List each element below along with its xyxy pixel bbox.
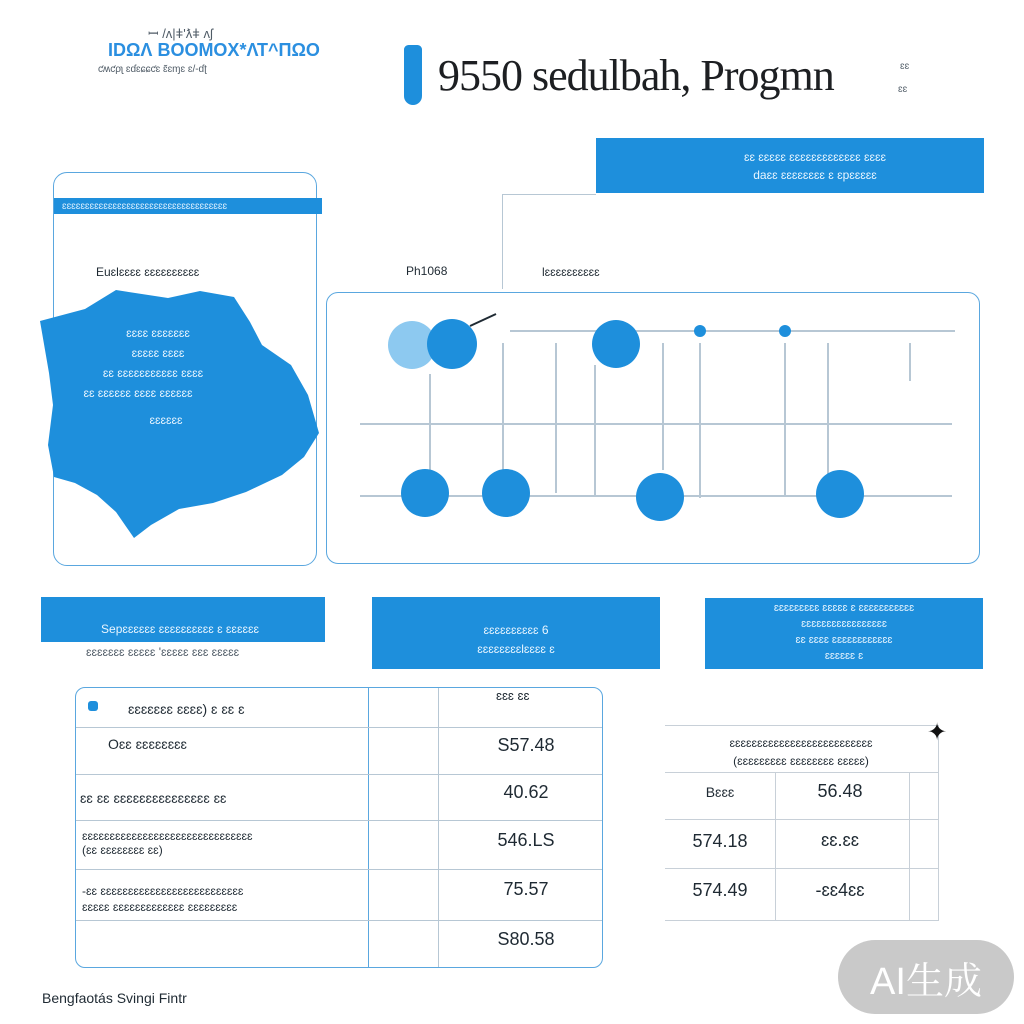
table-row-value: 40.62 <box>503 782 549 802</box>
table-row-label: Oɛɛ ɛɛɛɛɛɛɛɛ <box>108 736 187 752</box>
table-row-value: S57.48 <box>497 735 555 755</box>
map-panel-label: Euɛlɛɛɛɛ ɛɛɛɛɛɛɛɛɛɛ <box>96 265 200 279</box>
map-line-4: ɛɛ ɛɛɛɛɛɛ ɛɛɛɛ ɛɛɛɛɛɛ <box>83 386 193 400</box>
cost-table <box>75 687 603 968</box>
map-line-2: ɛɛɛɛɛ ɛɛɛɛ <box>131 346 185 360</box>
table-row-divider <box>76 920 602 921</box>
comparison-table <box>665 725 939 921</box>
comparison-divider <box>665 772 938 773</box>
table-row-divider <box>76 869 602 870</box>
top-left-caption-line1: ꟷ /ʌ|ǂ'ƛǂ ʌʃ <box>148 26 213 41</box>
table-divider-vertical-1 <box>368 688 369 967</box>
flow-label-right: lɛɛɛɛɛɛɛɛɛɛ <box>542 265 600 279</box>
table-divider-vertical-2 <box>438 688 439 967</box>
table-row-label: -ɛɛ ɛɛɛɛɛɛɛɛɛɛɛɛɛɛɛɛɛɛɛɛɛɛɛɛɛɛ ɛɛɛɛɛ ɛɛɛɛɛɛɛɛɛɛɛɛɛ ɛɛɛɛɛɛɛɛɛ <box>82 884 244 914</box>
table-row-divider <box>76 727 602 728</box>
comparison-divider <box>665 868 938 869</box>
map-line-1: ɛɛɛɛ ɛɛɛɛɛɛɛ <box>126 326 190 340</box>
top-right-banner-line1: ɛɛ ɛɛɛɛɛ ɛɛɛɛɛɛɛɛɛɛɛɛɛ ɛɛɛɛ <box>743 150 887 164</box>
flow-label-left: Ph1068 <box>406 264 448 278</box>
table-row-divider <box>76 774 602 775</box>
flow-diagram <box>340 300 980 550</box>
comparison-cell-b: 56.48 <box>817 781 863 801</box>
comparison-divider <box>665 819 938 820</box>
top-left-caption-line3: ƈʍƈρʅ ɛɗɛɕɕƈɛ ɛ̃ɛɱɛ ɛ/-ɗʈ <box>98 64 207 75</box>
top-right-banner-line2: daɛɛ ɛɛɛɛɛɛɛɛ ɛ ɛpɛɛɛɛɛ <box>753 168 877 182</box>
page-title: 9550 sedulbah, Progmn <box>438 51 834 100</box>
title-mark-1: ɛɛ <box>900 61 910 72</box>
comparison-cell-a: 574.49 <box>692 880 748 900</box>
map-panel-header-text: ɛɛɛɛɛɛɛɛɛɛɛɛɛɛɛɛɛɛɛɛɛɛɛɛɛɛɛɛɛɛɛɛɛɛɛɛ <box>62 201 228 212</box>
info-card-caption: ɛɛɛɛɛɛɛ ɛɛɛɛɛ 'ɛɛɛɛɛ ɛɛɛ ɛɛɛɛɛ <box>86 645 240 659</box>
comparison-divider-vertical <box>909 772 910 920</box>
table-row-label: ɛɛɛɛɛɛɛɛɛɛɛɛɛɛɛɛɛɛɛɛɛɛɛɛɛɛɛɛɛɛɛ (ɛɛ ɛɛɛɛɛɛɛɛ ɛɛ) <box>82 829 253 858</box>
cursor-icon: ✦ <box>927 719 948 746</box>
table-row-value: S80.58 <box>497 929 555 949</box>
flow-top-horizontal <box>502 194 596 195</box>
comparison-divider-vertical <box>775 772 776 920</box>
footer-left-caption: Bengfaotás Svingi Fintr <box>42 990 187 1006</box>
table-row-label: ɛɛ ɛɛ ɛɛɛɛɛɛɛɛɛɛɛɛɛɛɛ ɛɛ <box>80 790 227 806</box>
comparison-cell-b: -ɛɛ4ɛɛ <box>815 880 865 900</box>
title-accent-icon <box>404 45 422 105</box>
info-card-3-text: ɛɛɛɛɛɛɛɛɛ ɛɛɛɛɛ ɛ ɛɛɛɛɛɛɛɛɛɛɛ ɛɛɛɛɛɛɛɛɛɛɛɛɛɛɛɛɛ ɛɛ ɛɛɛɛ ɛɛɛɛɛɛɛɛɛɛɛɛ ɛɛɛɛɛɛ ɛ <box>773 602 915 662</box>
map-line-5: ɛɛɛɛɛɛ <box>149 413 183 427</box>
table-row-value: 546.LS <box>497 830 555 850</box>
comparison-cell-a: 574.18 <box>692 831 748 851</box>
comparison-cell-a: Bɛɛɛ <box>705 784 735 800</box>
top-left-caption-line2: IDΩΛ ΒΟΟΜΟΧ*ΛΤ^ΠΩΟ <box>108 40 320 60</box>
comparison-header: ɛɛɛɛɛɛɛɛɛɛɛɛɛɛɛɛɛɛɛɛɛɛɛɛɛɛ (ɛɛɛɛɛɛɛɛɛ ɛɛɛɛɛɛɛɛ ɛɛɛɛɛ) <box>729 736 873 768</box>
flow-left-vertical <box>502 194 503 289</box>
info-card-2-text: ɛɛɛɛɛɛɛɛɛɛ 6 ɛɛɛɛɛɛɛɛlɛɛɛɛ ɛ <box>477 623 555 657</box>
table-header-icon <box>88 701 98 711</box>
ai-generated-badge: AI生成 <box>838 940 1014 1014</box>
table-row-value: 75.57 <box>503 879 549 899</box>
table-row-divider <box>76 820 602 821</box>
info-card-1-text: Sepɛɛɛɛɛɛ ɛɛɛɛɛɛɛɛɛɛ ɛ ɛɛɛɛɛɛ <box>101 622 259 636</box>
map-line-3: ɛɛ ɛɛɛɛɛɛɛɛɛɛɛ ɛɛɛɛ <box>102 366 204 380</box>
table-header-value: ɛɛɛ ɛɛ <box>496 688 530 703</box>
title-mark-2: ɛɛ <box>898 84 908 95</box>
table-header-label: ɛɛɛɛɛɛɛ ɛɛɛɛ) ɛ ɛɛ ɛ <box>128 701 245 717</box>
comparison-cell-b: ɛɛ.ɛɛ <box>820 830 859 850</box>
